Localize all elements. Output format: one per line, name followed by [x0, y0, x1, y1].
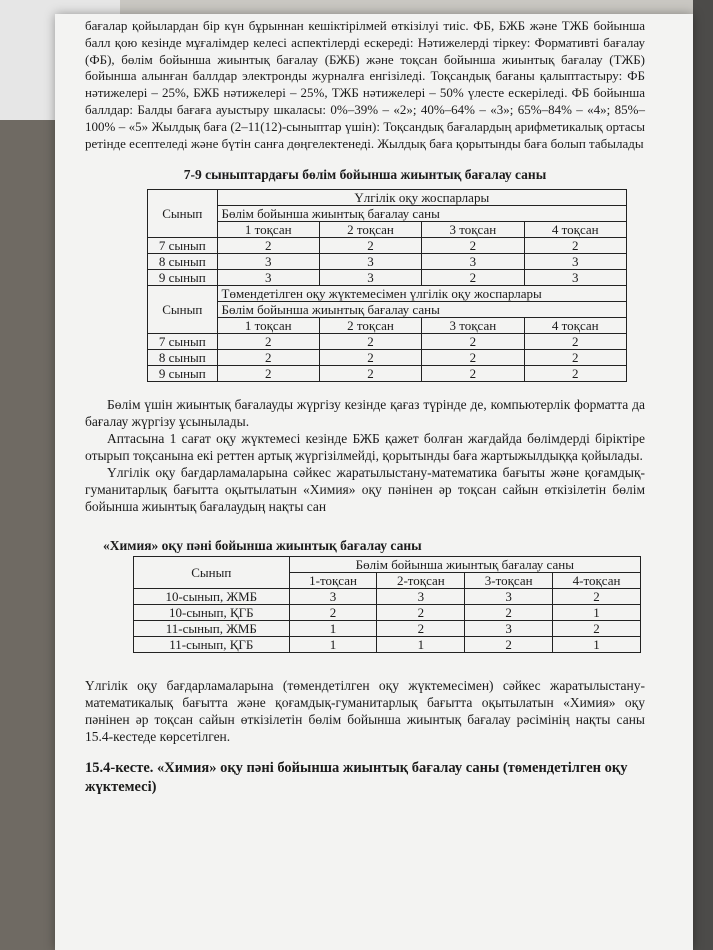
paragraph-mid-2: Аптасына 1 сағат оқу жүктемесі кезінде БЖБ қажет болған жағдайда бөлімдерді біріктіре отырып тоқсанына екі реттен артық жүргізілмейді, қорытынды баға жартыжылдыққа қойылады. [85, 431, 645, 464]
paragraph-mid-3: Үлгілік оқу бағдарламаларына сәйкес жаратылыстану-математика бағыты және қоғамдық-гуманитарлық бағытта оқытылатын «Химия» оқу пәнінен әр тоқсан сайын өткізілетін бөлім бойынша жиынтық бағалаудың нақты сан [85, 465, 645, 515]
row-class: 9 сынып [148, 270, 218, 286]
table1-q4: 4 тоқсан [524, 318, 626, 334]
cell: 3 [422, 254, 524, 270]
cell: 1 [289, 621, 377, 637]
table1-q2: 2 тоқсан [319, 318, 421, 334]
table2-q3: 3-тоқсан [465, 573, 553, 589]
table1-q1: 1 тоқсан [217, 318, 319, 334]
table1-q1: 1 тоқсан [217, 222, 319, 238]
row-class: 8 сынып [148, 254, 218, 270]
table-row [134, 637, 641, 653]
cell: 2 [422, 334, 524, 350]
cell: 2 [422, 366, 524, 382]
table1-q3: 3 тоқсан [422, 222, 524, 238]
cell: 2 [319, 350, 421, 366]
page-content [85, 18, 645, 797]
cell: 2 [217, 350, 319, 366]
table1-class-header: Сынып [148, 190, 218, 238]
cell: 2 [524, 334, 626, 350]
cell: 2 [377, 621, 465, 637]
table1-q4: 4 тоқсан [524, 222, 626, 238]
cell: 2 [217, 366, 319, 382]
cell: 3 [217, 270, 319, 286]
table-row [148, 334, 627, 350]
cell: 3 [217, 254, 319, 270]
table-row [148, 350, 627, 366]
cell: 3 [319, 254, 421, 270]
row-class: 7 сынып [148, 238, 218, 254]
table1-q3: 3 тоқсан [422, 318, 524, 334]
cell: 2 [319, 334, 421, 350]
cell: 1 [553, 605, 641, 621]
cell: 3 [289, 589, 377, 605]
cell: 2 [422, 350, 524, 366]
cell: 2 [319, 366, 421, 382]
table1-class-header-2: Сынып [148, 286, 218, 334]
table1-block1-title: Үлгілік оқу жоспарлары [217, 190, 626, 206]
cell: 3 [524, 270, 626, 286]
cell: 1 [553, 637, 641, 653]
table1-q2: 2 тоқсан [319, 222, 421, 238]
table2-q1: 1-тоқсан [289, 573, 377, 589]
cell: 2 [217, 238, 319, 254]
table1-caption: 7-9 сыныптардағы бөлім бойынша жиынтық бағалау саны [183, 167, 547, 183]
row-class: 11-сынып, ЖМБ [134, 621, 290, 637]
cell: 2 [465, 605, 553, 621]
table-row [148, 238, 627, 254]
table-row [134, 605, 641, 621]
cell: 3 [465, 589, 553, 605]
section-heading: 15.4-кесте. «Химия» оқу пәні бойынша жиынтық бағалау саны (төмендетілген оқу жүктемесі) [85, 760, 628, 796]
table-row [148, 270, 627, 286]
table-row [148, 366, 627, 382]
cell: 2 [289, 605, 377, 621]
cell: 2 [553, 589, 641, 605]
background-edge [693, 0, 713, 950]
cell: 2 [524, 350, 626, 366]
table-row [134, 589, 641, 605]
cell: 1 [289, 637, 377, 653]
cell: 3 [377, 589, 465, 605]
table1-subheader-2: Бөлім бойынша жиынтық бағалау саны [217, 302, 626, 318]
table1 [147, 189, 627, 382]
row-class: 10-сынып, ЖМБ [134, 589, 290, 605]
table-row [148, 254, 627, 270]
table2-class-header: Сынып [134, 557, 290, 589]
row-class: 8 сынып [148, 350, 218, 366]
cell: 2 [524, 366, 626, 382]
table2-caption: «Химия» оқу пәні бойынша жиынтық бағалау саны [103, 538, 422, 554]
table2 [133, 556, 641, 653]
cell: 3 [465, 621, 553, 637]
cell: 2 [319, 238, 421, 254]
paragraph-bottom: Үлгілік оқу бағдарламаларына (төмендетілген оқу жүктемесімен) сәйкес жаратылыстану-математикалық бағытта және қоғамдық-гуманитарлық бағытта оқытылатын «Химия» оқу пәнінен әр тоқсан сайын өткізілетін бөлім бойынша жиынтық бағалау рәсімінің нақты саны 15.4-кестеде көрсетілген. [85, 678, 645, 745]
table-row [134, 621, 641, 637]
paragraph-top: бағалар қойылардан бір күн бұрыннан кешіктірілмей өткізілуі тиіс. ФБ, БЖБ және ТЖБ бойынша балл қою кезінде мұғалімдер келесі аспектілерді ескереді: Нәтижелерді тіркеу: Формативті бағалау (ФБ), бөлім бойынша жиынтық бағалау (БЖБ) және тоқсан бойынша жиынтық бағалау (ТЖБ) бойынша алынған баллдар электронды журналға енгізіледі. Тоқсандық бағаны қалыптастыру: ФБ нәтижелері – 25%, БЖБ нәтижелері – 25%, ТЖБ нәтижелері – 50% үлесте ескеріледі. ФБ бойынша баллдар: Балды бағаға ауыстыру шкаласы: 0%–39% – «2»; 40%–64% – «3»; 65%–84% – «4»; 85%– 100% – «5» Жылдық баға (2–11(12)-сыныптар үшін): Тоқсандық бағалардың арифметикалық ортасы ретінде есептеледі және бүтін санға дөңгелектенеді. Жылдық баға қорытынды баға болып табылады [85, 18, 645, 151]
document-page [55, 14, 693, 950]
row-class: 10-сынып, ҚГБ [134, 605, 290, 621]
row-class: 11-сынып, ҚГБ [134, 637, 290, 653]
cell: 2 [217, 334, 319, 350]
row-class: 9 сынып [148, 366, 218, 382]
cell: 3 [524, 254, 626, 270]
table1-subheader: Бөлім бойынша жиынтық бағалау саны [217, 206, 626, 222]
table2-q2: 2-тоқсан [377, 573, 465, 589]
row-class: 7 сынып [148, 334, 218, 350]
cell: 3 [319, 270, 421, 286]
table2-subheader: Бөлім бойынша жиынтық бағалау саны [289, 557, 640, 573]
cell: 1 [377, 637, 465, 653]
paragraph-mid-1: Бөлім үшін жиынтық бағалауды жүргізу кезінде қағаз түрінде де, компьютерлік форматта да бағалау жүргізу ұсынылады. [85, 397, 645, 430]
table1-block2-title: Төмендетілген оқу жүктемесімен үлгілік оқу жоспарлары [217, 286, 626, 302]
cell: 2 [465, 637, 553, 653]
cell: 2 [524, 238, 626, 254]
cell: 2 [553, 621, 641, 637]
cell: 2 [422, 238, 524, 254]
cell: 2 [377, 605, 465, 621]
table2-q4: 4-тоқсан [553, 573, 641, 589]
cell: 2 [422, 270, 524, 286]
